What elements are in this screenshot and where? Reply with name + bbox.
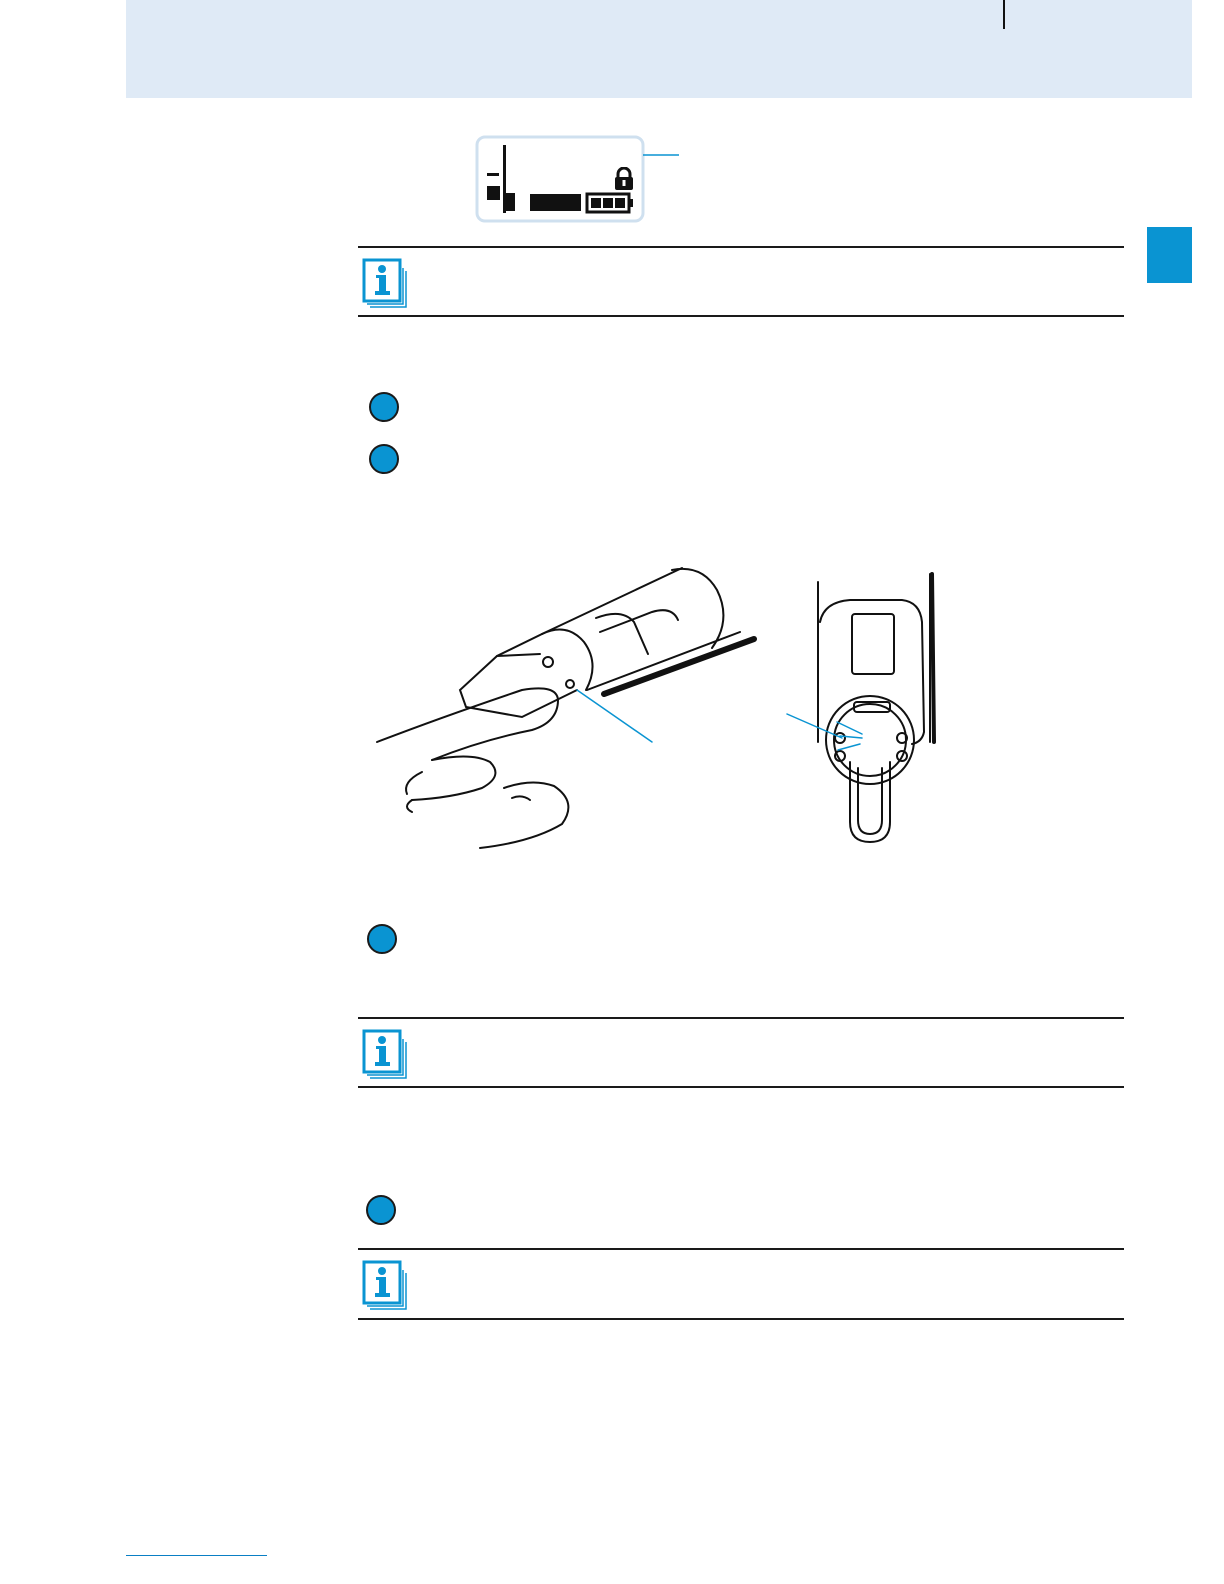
- footer-rule: [126, 1555, 267, 1556]
- step-bullet-icon: [369, 444, 399, 474]
- rf-level-block: [503, 193, 515, 211]
- info-icon: [362, 1029, 410, 1081]
- step-bullet-icon: [366, 1195, 396, 1225]
- note-rule-top: [358, 1017, 1124, 1019]
- note-rule-top: [358, 246, 1124, 248]
- step-bullet-icon: [369, 392, 399, 422]
- battery-icon: [585, 192, 635, 214]
- note-rule-bottom: [358, 1086, 1124, 1088]
- note-rule-bottom: [358, 315, 1124, 317]
- info-icon: [362, 258, 410, 310]
- lock-icon: [613, 167, 635, 191]
- af-level-peak: [487, 173, 499, 176]
- lcd-display-figure: [474, 135, 684, 225]
- transmitter-illustration: [372, 562, 942, 852]
- step-bullet-icon: [367, 924, 397, 954]
- chapter-side-tab: [1147, 227, 1192, 283]
- frequency-display-block: [530, 194, 581, 211]
- note-rule-bottom: [358, 1318, 1124, 1320]
- crop-mark: [1003, 0, 1005, 29]
- page-header-band: [126, 0, 1192, 98]
- af-level-block: [487, 186, 500, 200]
- info-icon: [362, 1260, 410, 1312]
- note-rule-top: [358, 1248, 1124, 1250]
